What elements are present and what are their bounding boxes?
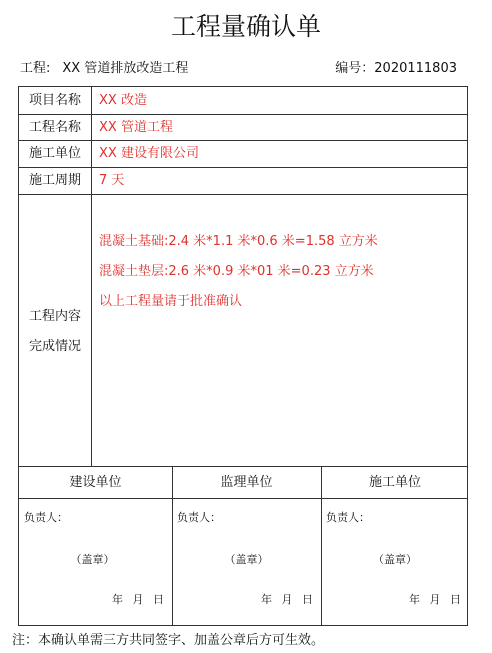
document-title: 工程量确认单 [170, 12, 321, 41]
code-label: 编号： [335, 61, 375, 76]
header-owner-unit: 建设单位 [69, 475, 122, 490]
header-supervision-unit: 监理单位 [220, 475, 273, 490]
work-content-label-line1: 工程内容 [28, 309, 81, 324]
row-label: 施工周期 [19, 168, 92, 194]
responsible-label: 负责人： [24, 511, 68, 524]
row-construction-unit [19, 141, 467, 168]
row-construction-period [19, 168, 467, 195]
row-label: 工程名称 [19, 115, 92, 140]
footer-note: 注：本确认单需三方共同签字、加盖公章后方可生效。 [12, 633, 325, 648]
date-label: 年 月 日 [112, 593, 164, 606]
project-field [20, 60, 188, 78]
row-value: XX 管道工程 [99, 120, 173, 135]
signature-cell-supervision [172, 499, 321, 625]
work-content-label-line2: 完成情况 [28, 339, 81, 354]
stamp-label: （盖章） [224, 553, 269, 566]
responsible-label: 负责人： [177, 511, 221, 524]
work-content-label [19, 195, 92, 466]
responsible-label: 负责人： [326, 511, 370, 524]
project-info-line [20, 60, 457, 78]
stamp-label: （盖章） [70, 553, 115, 566]
project-label: 工程: [20, 61, 51, 76]
date-label: 年 月 日 [261, 593, 313, 606]
column-divider [172, 467, 173, 625]
content-line: 混凝土垫层:2.6 米*0.9 米*01 米=0.23 立方米 [99, 264, 374, 279]
header-construction-unit: 施工单位 [368, 475, 421, 490]
content-line: 以上工程量请于批准确认 [99, 294, 243, 309]
column-divider [321, 467, 322, 625]
signature-cell-construction [321, 499, 469, 625]
row-work-content [19, 195, 467, 467]
row-value: XX 建设有限公司 [99, 146, 199, 161]
stamp-label: （盖章） [373, 553, 417, 566]
code-value: 2020111803 [374, 61, 457, 76]
signature-body-row [19, 499, 467, 625]
project-name: XX 管道排放改造工程 [62, 61, 189, 76]
row-value: 7 天 [99, 173, 125, 188]
work-content-text [99, 227, 378, 317]
signature-header-row [19, 467, 467, 499]
signature-cell-owner [19, 499, 172, 625]
content-line: 混凝土基础:2.4 米*1.1 米*0.6 米=1.58 立方米 [99, 234, 378, 249]
date-label: 年 月 日 [409, 593, 461, 606]
row-project-name [19, 115, 467, 141]
row-item-name [19, 87, 467, 115]
code-field [335, 60, 457, 78]
row-value: XX 改造 [99, 93, 147, 108]
row-label: 施工单位 [19, 141, 92, 167]
row-label: 项目名称 [19, 87, 92, 114]
confirmation-table [18, 86, 468, 626]
